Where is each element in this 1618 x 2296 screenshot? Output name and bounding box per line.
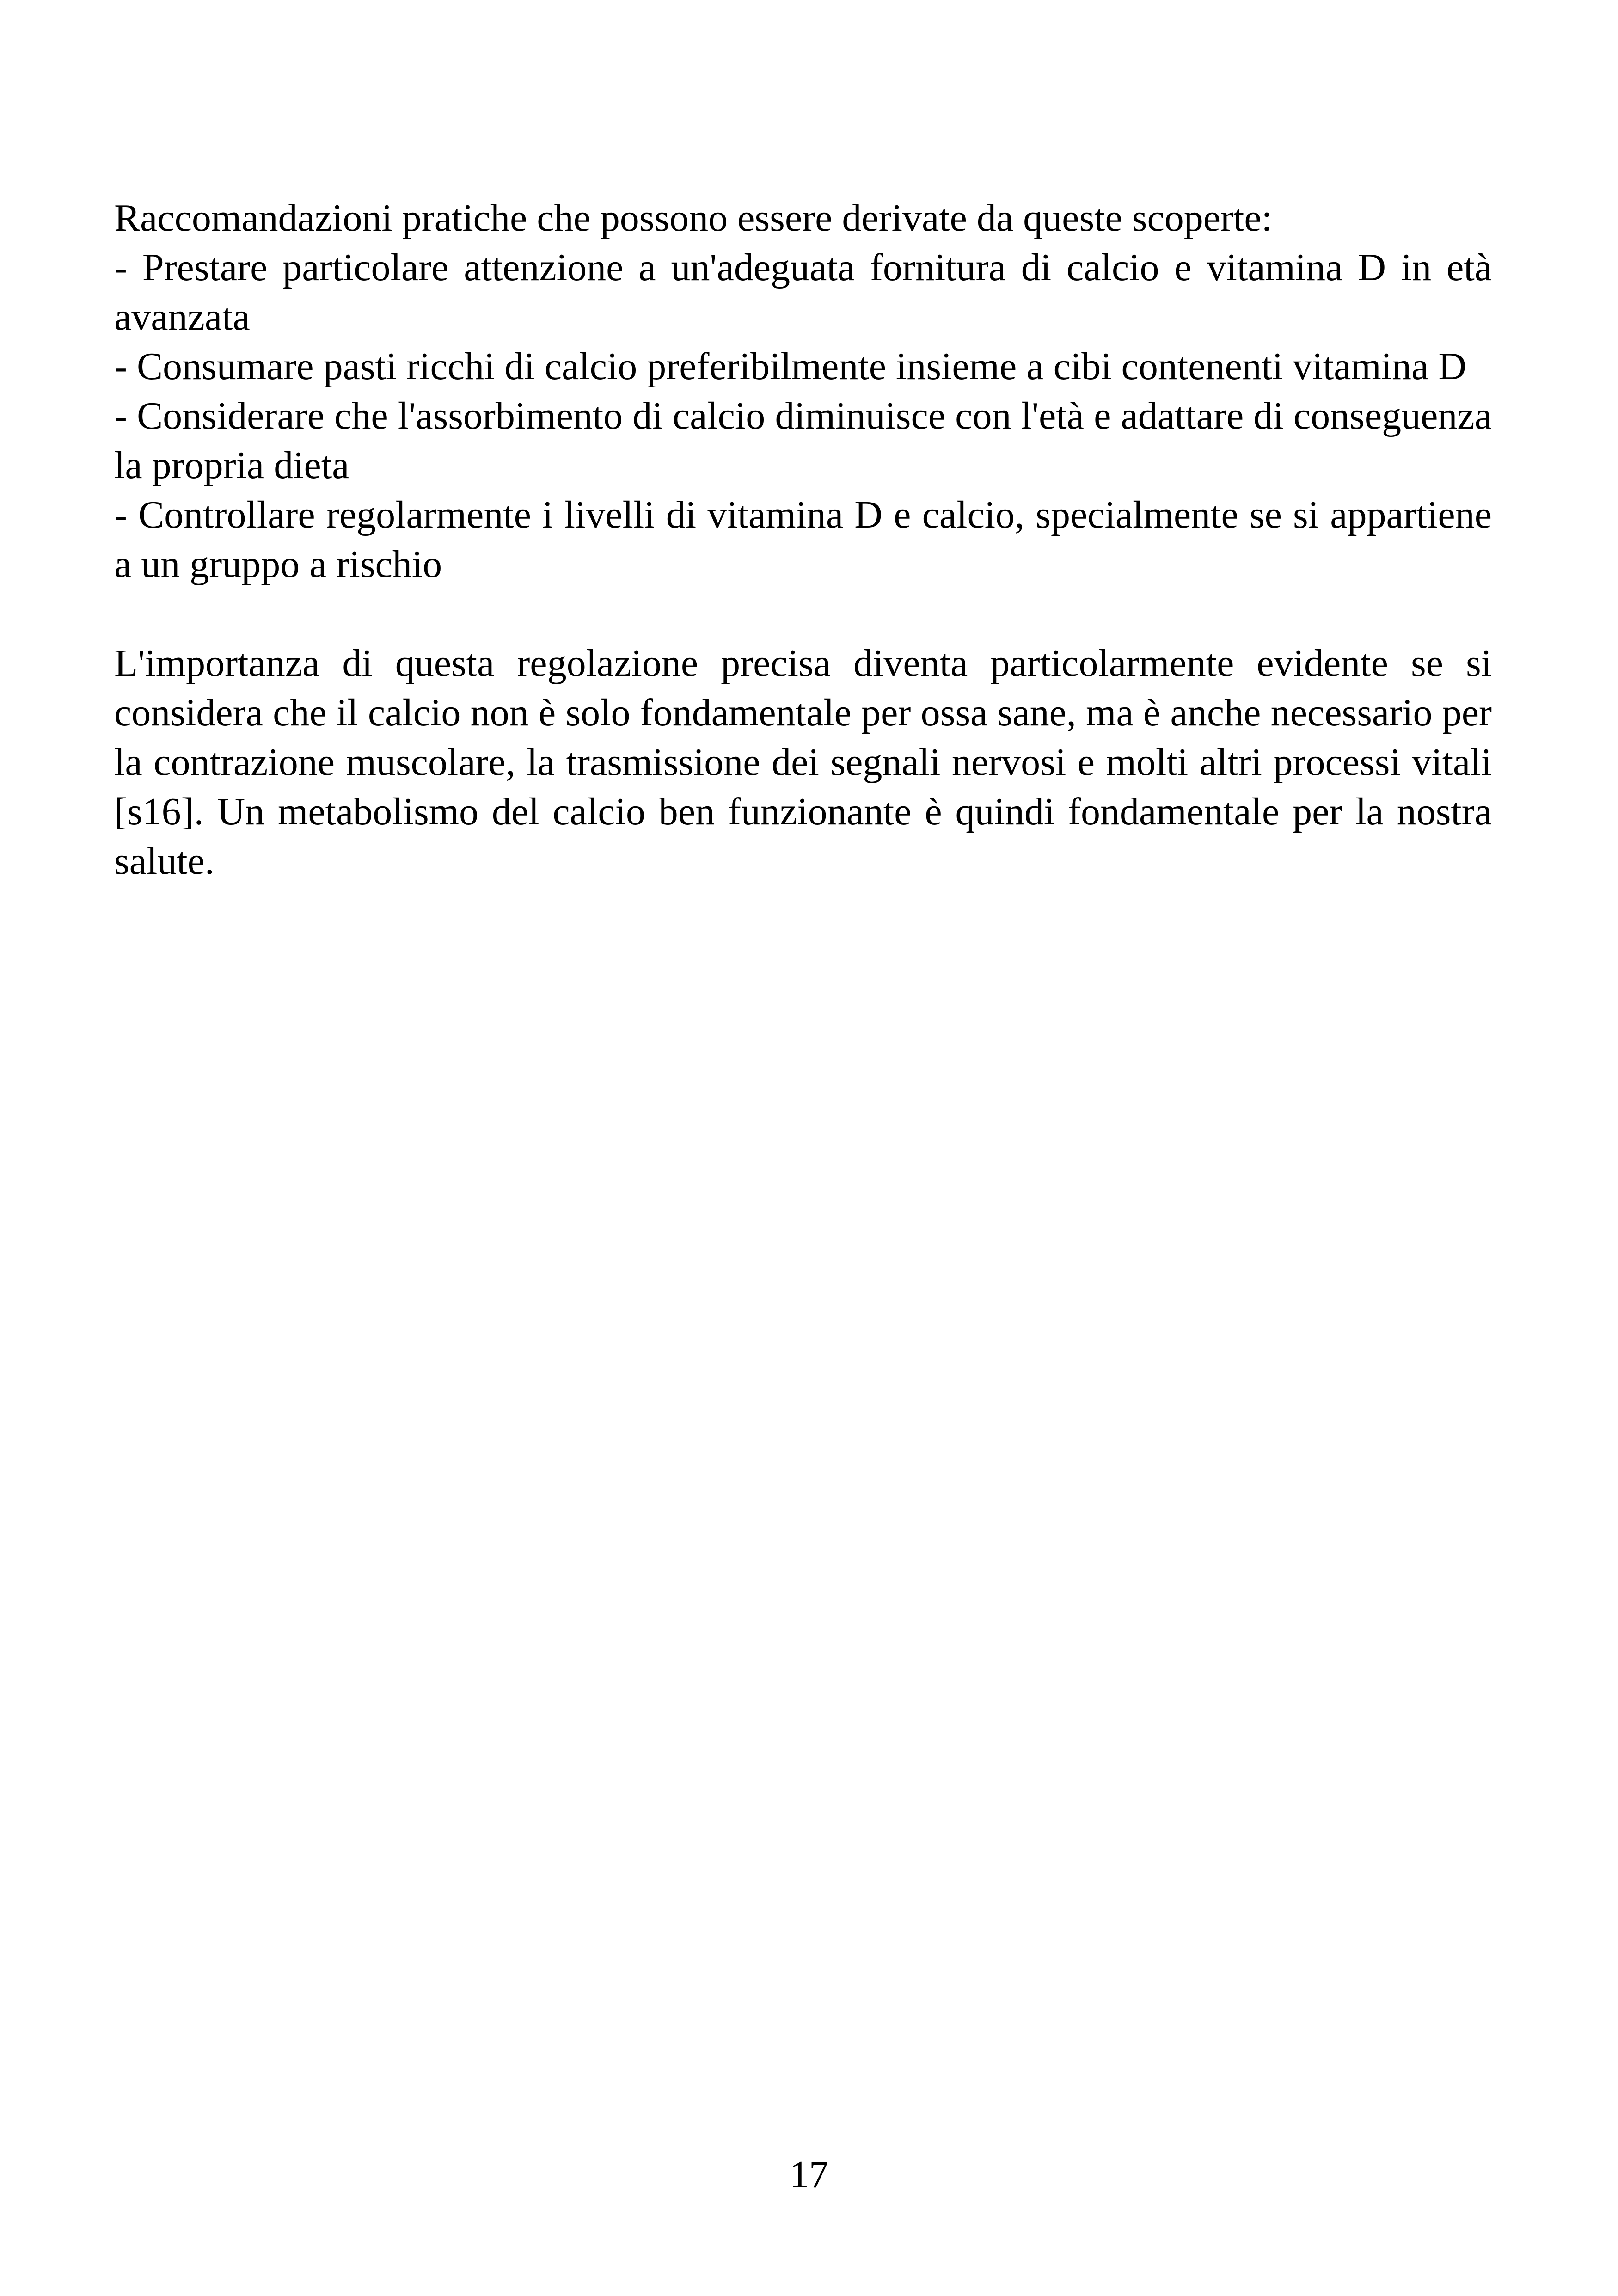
recommendation-item-4: - Controllare regolarmente i livelli di vitamina D e calcio, specialmente se si appartiene a un gruppo a rischio xyxy=(114,493,1492,586)
recommendation-item-2: - Consumare pasti ricchi di calcio preferibilmente insieme a cibi contenenti vitamina D xyxy=(114,345,1466,388)
paragraph-spacer xyxy=(114,589,1492,638)
recommendation-item-1: - Prestare particolare attenzione a un'adeguata fornitura di calcio e vitamina D in età avanzata xyxy=(114,246,1492,338)
recommendations-list xyxy=(114,243,1492,589)
recommendation-item-3: - Considerare che l'assorbimento di calcio diminuisce con l'età e adattare di conseguenza la propria dieta xyxy=(114,394,1492,487)
importance-paragraph: L'importanza di questa regolazione precisa diventa particolarmente evidente se si considera che il calcio non è solo fondamentale per ossa sane, ma è anche necessario per la contrazione muscolare, la trasmissione dei segnali nervosi e molti altri processi vitali [s16]. Un metabolismo del calcio ben funzionante è quindi fondamentale per la nostra salute. xyxy=(114,642,1492,883)
page-number: 17 xyxy=(790,2153,828,2196)
recommendations-intro: Raccomandazioni pratiche che possono essere derivate da queste scoperte: xyxy=(114,196,1272,239)
page-body xyxy=(114,193,1492,886)
